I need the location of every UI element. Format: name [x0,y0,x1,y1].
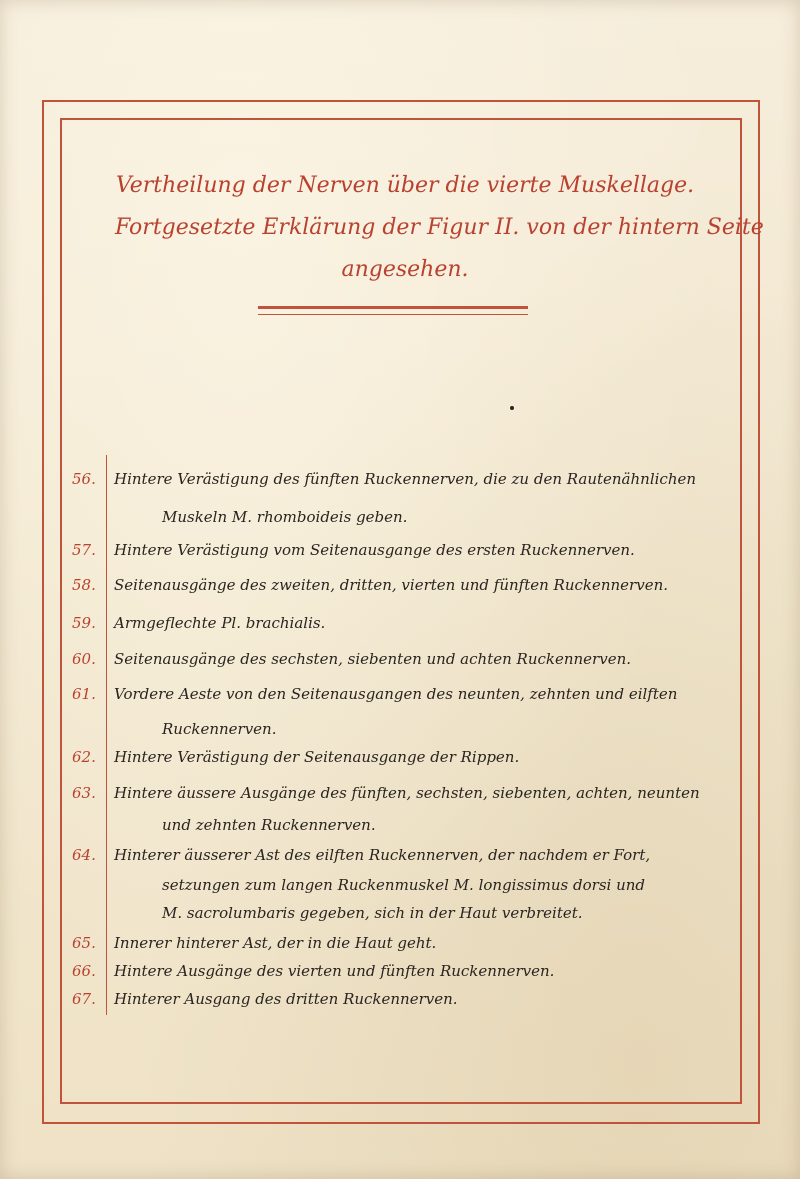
entry-text-line: Armgeflechte Pl. brachialis. [114,614,326,632]
entry-number: 62. [72,748,96,766]
title-line-3: angesehen. [341,257,469,282]
entry-text-line: Hintere Ausgänge des vierten und fünften Ruckennerven. [114,962,555,980]
entry-text-line: M. sacrolumbaris gegeben, sich in der Haut verbreitet. [162,904,583,922]
entry-number: 59. [72,614,96,632]
entry-text-line: Hintere Verästigung vom Seitenausgange des ersten Ruckennerven. [114,541,635,559]
entry-number: 60. [72,650,96,668]
entry-text-line: Muskeln M. rhomboideis geben. [162,508,408,526]
ink-dot [510,406,514,410]
title-line-1: Vertheilung der Nerven über die vierte Muskellage. [115,173,695,198]
entry-text-line: Hintere äussere Ausgänge des fünften, sechsten, siebenten, achten, neunten [114,784,700,802]
margin-rule [106,455,107,1015]
entry-text-line: setzungen zum langen Ruckenmuskel M. longissimus dorsi und [162,876,646,894]
title-underline-thin [258,314,528,315]
entry-number: 58. [72,576,96,594]
entry-text-line: Seitenausgänge des sechsten, siebenten und achten Ruckennerven. [114,650,631,668]
title-underline [258,306,528,309]
entry-number: 61. [72,685,96,703]
entry-text-line: Hinterer Ausgang des dritten Ruckennerven. [114,990,458,1008]
entry-text-line: Hintere Verästigung der Seitenausgange der Rippen. [114,748,520,766]
entry-number: 57. [72,541,96,559]
entry-number: 56. [72,470,96,488]
entry-text-line: Innerer hinterer Ast, der in die Haut geht. [114,934,437,952]
entry-text-line: und zehnten Ruckennerven. [162,816,376,834]
entry-number: 66. [72,962,96,980]
page-title [115,165,764,291]
entry-text-line: Hintere Verästigung des fünften Ruckennerven, die zu den Rautenähnlichen [114,470,697,488]
entry-number: 65. [72,934,96,952]
entry-number: 64. [72,846,96,864]
entry-text-line: Ruckennerven. [162,720,277,738]
entry-text-line: Vordere Aeste von den Seitenausgangen des neunten, zehnten und eilften [114,685,678,703]
entry-text-line: Hinterer äusserer Ast des eilften Ruckennerven, der nachdem er Fort, [114,846,651,864]
entry-text-line: Seitenausgänge des zweiten, dritten, vierten und fünften Ruckennerven. [114,576,669,594]
title-line-2: Fortgesetzte Erklärung der Figur II. von der hintern Seite [115,215,764,240]
entry-number: 63. [72,784,96,802]
entry-number: 67. [72,990,96,1008]
